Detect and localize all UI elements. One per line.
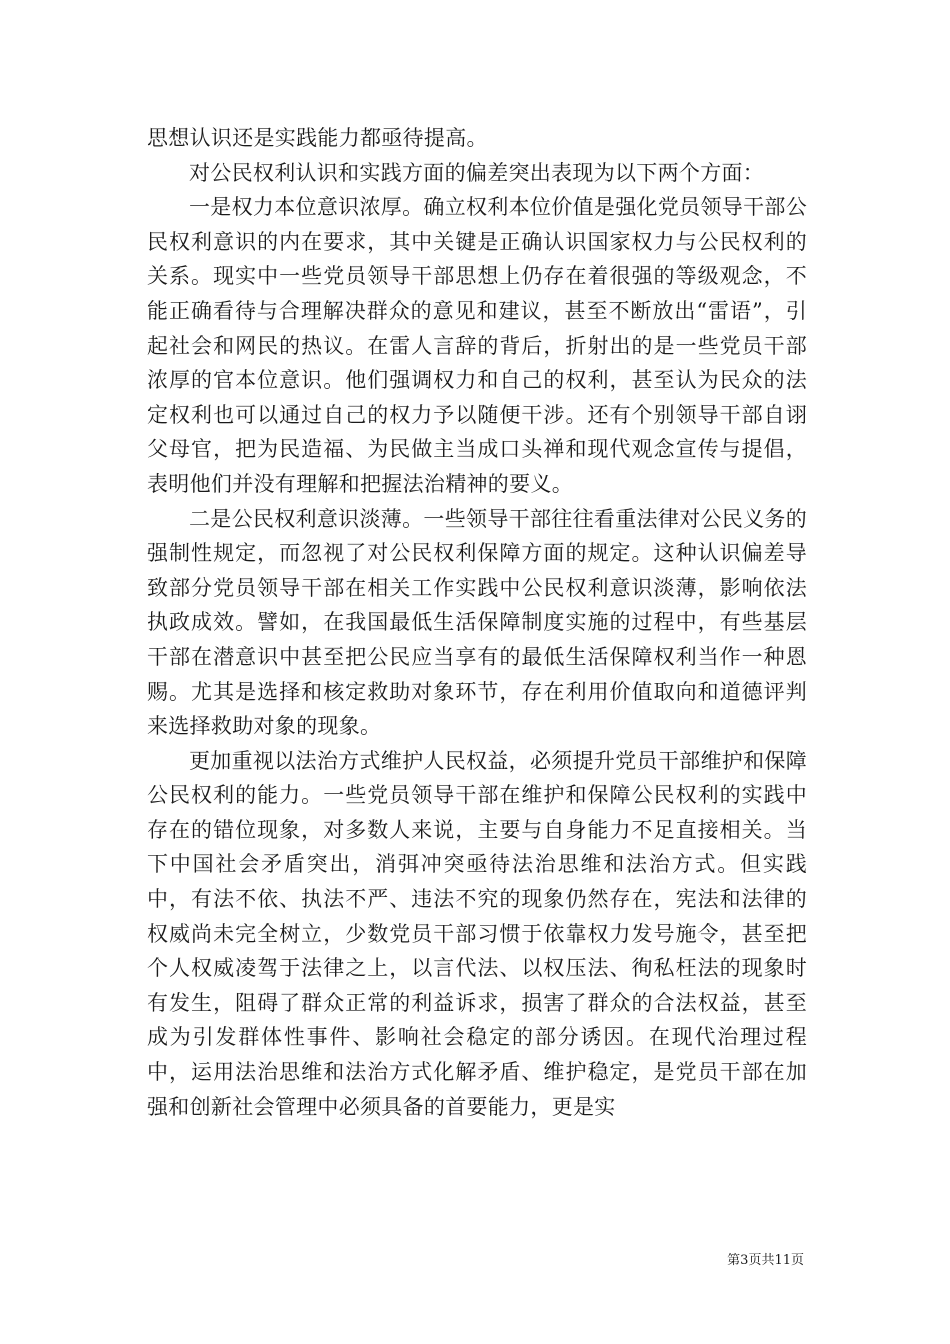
- paragraph-1: 思想认识还是实践能力都亟待提高。: [147, 126, 488, 150]
- paragraph-5: 更加重视以法治方式维护人民权益，必须提升党员干部维护和保障公民权利的能力。一些党员领导干部在维护和保障公民权利的实践中存在的错位现象，对多数人来说，主要与自身能力不足直接相关。当下中国社会矛盾突出，消弭冲突亟待法治思维和法治方式。但实践中，有法不依、执法不严、违法不究的现象仍然存在，宪法和法律的权威尚未完全树立，少数党员干部习惯于依靠权力发号施令，甚至把个人权威凌驾于法律之上，以言代法、以权压法、徇私枉法的现象时有发生，阻碍了群众正常的利益诉求，损害了群众的合法权益，甚至成为引发群体性事件、影响社会稳定的部分诱因。在现代治理过程中，运用法治思维和法治方式化解矛盾、维护稳定，是党员干部在加强和创新社会管理中必须具备的首要能力，更是实: [147, 748, 807, 1119]
- paragraph-3: 一是权力本位意识浓厚。确立权利本位价值是强化党员领导干部公民权利意识的内在要求，其中关键是正确认识国家权力与公民权利的关系。现实中一些党员领导干部思想上仍存在着很强的等级观念，不能正确看待与合理解决群众的意见和建议，甚至不断放出“雷语”，引起社会和网民的热议。在雷人言辞的背后，折射出的是一些党员干部浓厚的官本位意识。他们强调权力和自己的权利，甚至认为民众的法定权利也可以通过自己的权力予以随便干涉。还有个别领导干部自诩父母官，把为民造福、为民做主当成口头禅和现代观念宣传与提倡，表明他们并没有理解和把握法治精神的要义。: [147, 195, 807, 496]
- paragraph-2: 对公民权利认识和实践方面的偏差突出表现为以下两个方面：: [189, 160, 765, 185]
- page-number: 第3页共11页: [727, 1253, 804, 1268]
- document-body: [147, 121, 807, 1124]
- paragraph-4: 二是公民权利意识淡薄。一些领导干部往往看重法律对公民义务的强制性规定，而忽视了对公民权利保障方面的规定。这种认识偏差导致部分党员领导干部在相关工作实践中公民权利意识淡薄，影响依法执政成效。譬如，在我国最低生活保障制度实施的过程中，有些基层干部在潜意识中甚至把公民应当享有的最低生活保障权利当作一种恩赐。尤其是选择和核定救助对象环节，存在利用价值取向和道德评判来选择救助对象的现象。: [147, 506, 807, 739]
